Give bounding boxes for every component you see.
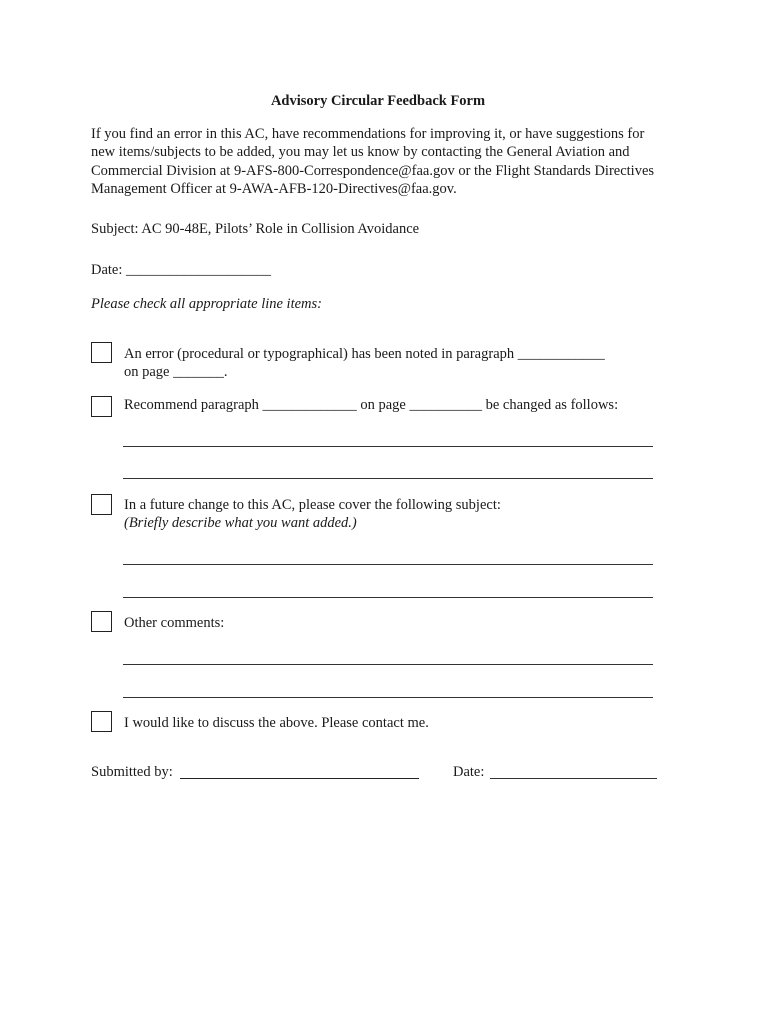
future-change-answer-line-2[interactable]	[123, 597, 653, 598]
contact-me-checkbox[interactable]	[91, 711, 112, 732]
footer-date-label: Date:	[453, 764, 485, 780]
future-change-item-text: In a future change to this AC, please cover the following subject:	[124, 497, 501, 513]
error-checkbox[interactable]	[91, 342, 112, 363]
recommend-answer-line-2[interactable]	[123, 478, 653, 479]
submitted-by-label: Submitted by:	[91, 764, 173, 780]
other-comments-line-1[interactable]	[123, 664, 653, 665]
submitted-by-signature-line[interactable]	[180, 778, 419, 779]
contact-me-text: I would like to discuss the above. Please contact me.	[124, 715, 429, 731]
other-comments-checkbox[interactable]	[91, 611, 112, 632]
future-change-hint: (Briefly describe what you want added.)	[124, 515, 357, 531]
subject-line: Subject: AC 90-48E, Pilots’ Role in Collision Avoidance	[91, 221, 420, 237]
date-field[interactable]: Date: ____________________	[91, 262, 272, 278]
error-item-text: An error (procedural or typographical) has been noted in paragraph ____________	[124, 346, 605, 362]
other-comments-line-2[interactable]	[123, 697, 653, 698]
recommend-item-text: Recommend paragraph _____________ on page __________ be changed as follows:	[124, 397, 619, 413]
instruction-text: Please check all appropriate line items:	[91, 296, 322, 312]
intro-paragraph: If you find an error in this AC, have recommendations for improving it, or have suggestions for new items/subjects to be added, you may let us know by contacting the General Aviation and Commercial Division at 9-AFS-800-Correspondence@faa.gov or the Flight Standards Directives Management Officer at 9-AWA-AFB-120-Directives@faa.gov.	[91, 126, 655, 197]
future-change-checkbox[interactable]	[91, 494, 112, 515]
recommend-answer-line-1[interactable]	[123, 446, 653, 447]
footer-date-line[interactable]	[490, 778, 657, 779]
recommend-checkbox[interactable]	[91, 396, 112, 417]
form-title: Advisory Circular Feedback Form	[270, 93, 486, 109]
error-item-page-text: on page _______.	[124, 364, 228, 380]
other-comments-label: Other comments:	[124, 615, 225, 631]
future-change-answer-line-1[interactable]	[123, 564, 653, 565]
